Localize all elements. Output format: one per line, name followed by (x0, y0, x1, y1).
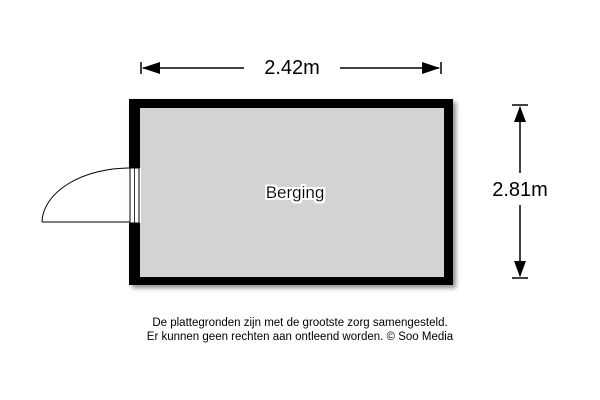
room-name-label: Berging (265, 183, 325, 202)
disclaimer-line-1: De plattegronden zijn met de grootste zorg samengesteld. (152, 317, 448, 329)
height-label: 2.81m (492, 179, 548, 201)
height-dimension (492, 105, 548, 278)
disclaimer-line-2: Er kunnen geen rechten aan ontleend worden. © Soo Media (146, 331, 454, 343)
door-swing-icon (42, 168, 130, 222)
door (42, 168, 141, 223)
width-arrow-left-icon (142, 62, 160, 74)
width-dimension (141, 57, 441, 79)
width-label: 2.42m (264, 57, 320, 79)
height-arrow-bottom-icon (514, 261, 526, 277)
width-arrow-right-icon (422, 62, 440, 74)
height-arrow-top-icon (514, 106, 526, 122)
